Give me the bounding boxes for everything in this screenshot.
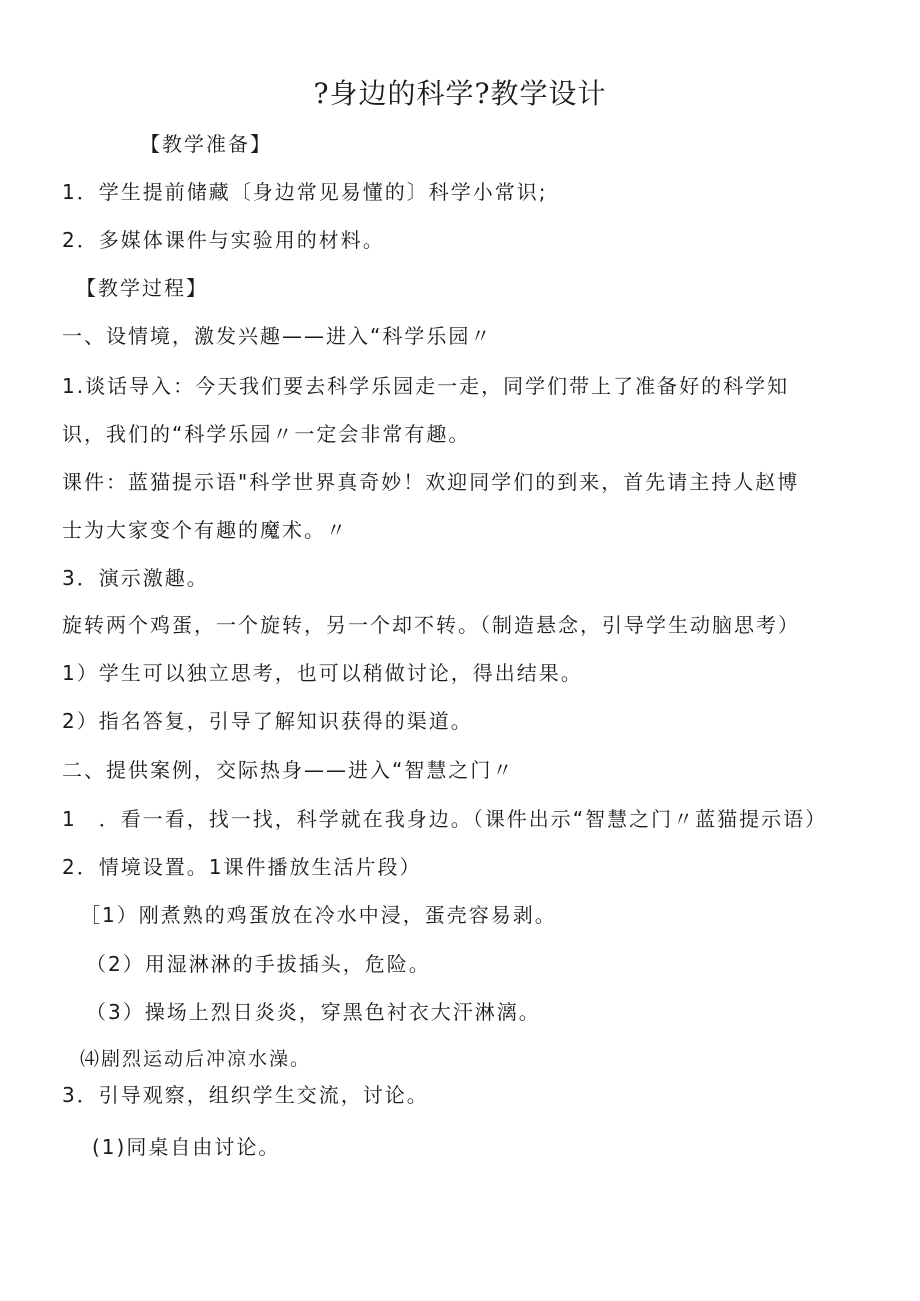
- list-item: （2）用湿淋淋的手拔插头，危险。: [86, 952, 431, 976]
- list-item: ⑷剧烈运动后冲凉水澡。: [80, 1048, 312, 1070]
- section-heading-process: 【教学过程】: [76, 276, 208, 300]
- paragraph-line: 3．演示激趣。: [62, 566, 209, 590]
- paragraph-line: 课件：蓝猫提示语"科学世界真奇妙！欢迎同学们的到来，首先请主持人赵博: [62, 470, 800, 494]
- document-title: ?身边的科学?教学设计: [313, 77, 607, 110]
- paragraph-line: 士为大家变个有趣的魔术。〃: [62, 518, 348, 542]
- paragraph-line: 1.谈话导入：今天我们要去科学乐园走一走，同学们带上了准备好的科学知: [62, 374, 790, 398]
- paragraph-line: 识，我们的“科学乐园〃一定会非常有趣。: [62, 422, 471, 446]
- section-heading-preparation: 【教学准备】: [140, 132, 272, 156]
- paragraph-line: 2．多媒体课件与实验用的材料。: [62, 228, 385, 252]
- paragraph-line: 2．情境设置。1课件播放生活片段）: [62, 855, 422, 879]
- list-item: （3）操场上烈日炎炎，穿黑色衬衣大汗淋漓。: [86, 1000, 541, 1024]
- paragraph-line: 1）学生可以独立思考，也可以稍做讨论，得出结果。: [62, 661, 583, 685]
- section-heading-part-one: 一、设情境，激发兴趣——进入“科学乐园〃: [62, 324, 493, 348]
- paragraph-line: 旋转两个鸡蛋，一个旋转，另一个却不转。（制造悬念，引导学生动脑思考）: [62, 613, 800, 637]
- section-heading-part-two: 二、提供案例，交际热身——进入“智慧之门〃: [62, 758, 515, 782]
- list-item: ［1）刚煮熟的鸡蛋放在冷水中浸，蛋壳容易剥。: [80, 903, 557, 927]
- paragraph-line: 3．引导观察，组织学生交流，讨论。: [62, 1083, 429, 1107]
- paragraph-line: 2）指名答复，引导了解知识获得的渠道。: [62, 709, 473, 733]
- paragraph-line: 1 ．看一看，找一找，科学就在我身边。（课件出示“智慧之门〃蓝猫提示语）: [62, 807, 828, 831]
- paragraph-line: 1．学生提前储藏〔身边常见易懂的〕科学小常识;: [62, 180, 548, 204]
- list-item: (1)同桌自由讨论。: [92, 1135, 281, 1159]
